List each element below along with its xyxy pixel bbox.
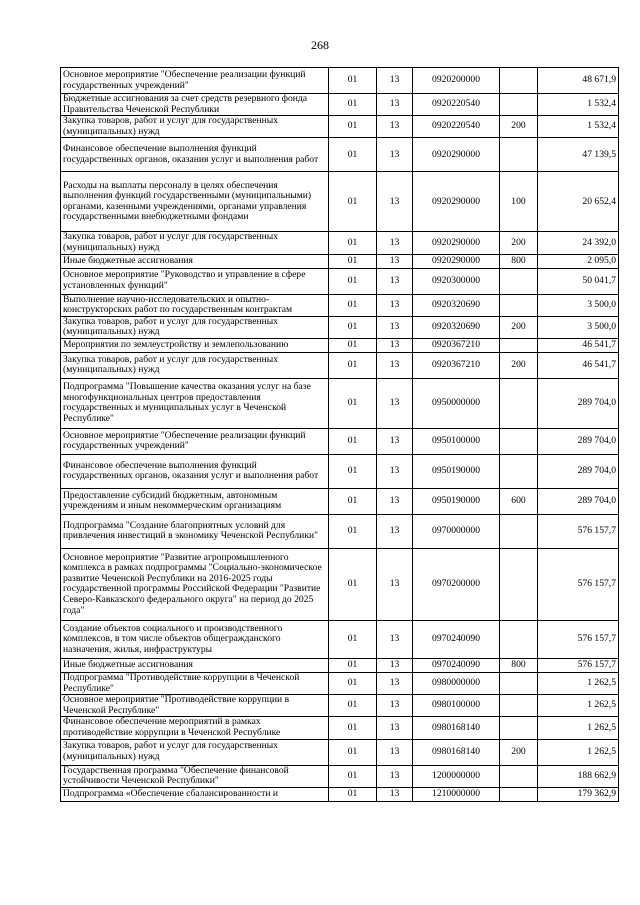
expense-type-cell (500, 428, 538, 454)
target-article-cell: 0920367210 (413, 352, 500, 378)
table-row (61, 765, 619, 787)
expense-type-cell (500, 378, 538, 428)
amount-cell: 289 704,0 (538, 488, 619, 514)
table-row (61, 138, 619, 172)
expense-type-cell (500, 765, 538, 787)
table-row (61, 172, 619, 232)
table-row (61, 232, 619, 254)
expense-type-cell: 600 (500, 488, 538, 514)
section-code-cell: 13 (377, 378, 413, 428)
expense-name-cell: Мероприятия по землеустройству и землепользованию (61, 338, 329, 352)
target-article-cell: 0920290000 (413, 138, 500, 172)
expense-name-cell: Подпрограмма «Обеспечение сбалансированности и (61, 787, 329, 801)
amount-cell: 1 262,5 (538, 739, 619, 765)
ministry-code-cell: 01 (329, 548, 377, 620)
target-article-cell: 0980000000 (413, 672, 500, 694)
ministry-code-cell: 01 (329, 454, 377, 488)
target-article-cell: 0970240090 (413, 658, 500, 672)
target-article-cell: 0920220540 (413, 94, 500, 116)
expense-type-cell (500, 787, 538, 801)
target-article-cell: 0920200000 (413, 68, 500, 94)
ministry-code-cell: 01 (329, 695, 377, 717)
target-article-cell: 0950190000 (413, 454, 500, 488)
target-article-cell: 0980168140 (413, 739, 500, 765)
expense-type-cell (500, 548, 538, 620)
amount-cell: 3 500,0 (538, 316, 619, 338)
expense-name-cell: Подпрограмма "Создание благоприятных условий для привлечения инвестиций в экономику Чеченской Республики" (61, 514, 329, 548)
expense-name-cell: Основное мероприятие "Развитие агропромышленного комплекса в рамках подпрограммы "Социально-экономическое развитие Чеченской Республики на 2016-2025 годы государственной программы Российской Федерации "Развитие Северо-Кавказского федерального округа" на период до 2025 года" (61, 548, 329, 620)
target-article-cell: 0950100000 (413, 428, 500, 454)
section-code-cell: 13 (377, 138, 413, 172)
expense-type-cell (500, 514, 538, 548)
section-code-cell: 13 (377, 294, 413, 316)
amount-cell: 1 532,4 (538, 116, 619, 138)
section-code-cell: 13 (377, 428, 413, 454)
section-code-cell: 13 (377, 338, 413, 352)
target-article-cell: 1200000000 (413, 765, 500, 787)
expense-type-cell: 200 (500, 116, 538, 138)
table-row (61, 514, 619, 548)
section-code-cell: 13 (377, 316, 413, 338)
section-code-cell: 13 (377, 94, 413, 116)
ministry-code-cell: 01 (329, 765, 377, 787)
amount-cell: 289 704,0 (538, 454, 619, 488)
amount-cell: 1 262,5 (538, 695, 619, 717)
section-code-cell: 13 (377, 454, 413, 488)
expense-name-cell: Основное мероприятие "Обеспечение реализации функций государственных учреждений" (61, 428, 329, 454)
expense-name-cell: Закупка товаров, работ и услуг для государственных (муниципальных) нужд (61, 232, 329, 254)
expense-type-cell (500, 68, 538, 94)
target-article-cell: 0970200000 (413, 548, 500, 620)
amount-cell: 576 157,7 (538, 548, 619, 620)
ministry-code-cell: 01 (329, 294, 377, 316)
ministry-code-cell: 01 (329, 658, 377, 672)
expense-name-cell: Основное мероприятие "Противодействие коррупции в Чеченской Республике" (61, 695, 329, 717)
table-row (61, 316, 619, 338)
expense-name-cell: Государственная программа "Обеспечение финансовой устойчивости Чеченской Республики" (61, 765, 329, 787)
expense-name-cell: Подпрограмма "Противодействие коррупции в Чеченской Республике" (61, 672, 329, 694)
expense-type-cell: 100 (500, 172, 538, 232)
expense-type-cell (500, 717, 538, 739)
section-code-cell: 13 (377, 717, 413, 739)
amount-cell: 47 139,5 (538, 138, 619, 172)
target-article-cell: 0920290000 (413, 254, 500, 268)
ministry-code-cell: 01 (329, 138, 377, 172)
ministry-code-cell: 01 (329, 787, 377, 801)
expense-name-cell: Выполнение научно-исследовательских и опытно-конструкторских работ по государственным контрактам (61, 294, 329, 316)
section-code-cell: 13 (377, 765, 413, 787)
table-row (61, 378, 619, 428)
amount-cell: 24 392,0 (538, 232, 619, 254)
ministry-code-cell: 01 (329, 739, 377, 765)
expense-name-cell: Финансовое обеспечение выполнения функций государственных органов, оказания услуг и выполнения работ (61, 454, 329, 488)
section-code-cell: 13 (377, 695, 413, 717)
table-row (61, 787, 619, 801)
expense-name-cell: Предоставление субсидий бюджетным, автономным учреждениям и иным некоммерческим организациям (61, 488, 329, 514)
ministry-code-cell: 01 (329, 338, 377, 352)
expense-type-cell (500, 454, 538, 488)
ministry-code-cell: 01 (329, 428, 377, 454)
expense-name-cell: Закупка товаров, работ и услуг для государственных (муниципальных) нужд (61, 116, 329, 138)
section-code-cell: 13 (377, 787, 413, 801)
target-article-cell: 0950190000 (413, 488, 500, 514)
table-row (61, 695, 619, 717)
table-row (61, 268, 619, 294)
expense-type-cell (500, 138, 538, 172)
expense-type-cell (500, 94, 538, 116)
amount-cell: 3 500,0 (538, 294, 619, 316)
expense-type-cell (500, 695, 538, 717)
ministry-code-cell: 01 (329, 488, 377, 514)
amount-cell: 576 157,7 (538, 514, 619, 548)
target-article-cell: 1210000000 (413, 787, 500, 801)
table-row (61, 488, 619, 514)
budget-table (60, 67, 619, 802)
ministry-code-cell: 01 (329, 268, 377, 294)
expense-type-cell: 200 (500, 232, 538, 254)
table-row (61, 338, 619, 352)
amount-cell: 289 704,0 (538, 428, 619, 454)
amount-cell: 188 662,9 (538, 765, 619, 787)
target-article-cell: 0980100000 (413, 695, 500, 717)
expense-name-cell: Финансовое обеспечение выполнения функций государственных органов, оказания услуг и выполнения работ (61, 138, 329, 172)
section-code-cell: 13 (377, 658, 413, 672)
amount-cell: 2 095,0 (538, 254, 619, 268)
section-code-cell: 13 (377, 268, 413, 294)
budget-table-body (61, 68, 619, 802)
section-code-cell: 13 (377, 739, 413, 765)
ministry-code-cell: 01 (329, 116, 377, 138)
table-row (61, 428, 619, 454)
ministry-code-cell: 01 (329, 68, 377, 94)
ministry-code-cell: 01 (329, 254, 377, 268)
amount-cell: 20 652,4 (538, 172, 619, 232)
table-row (61, 548, 619, 620)
section-code-cell: 13 (377, 488, 413, 514)
table-row (61, 352, 619, 378)
page-number: 268 (311, 38, 329, 52)
amount-cell: 46 541,7 (538, 338, 619, 352)
table-row (61, 294, 619, 316)
target-article-cell: 0920290000 (413, 232, 500, 254)
ministry-code-cell: 01 (329, 172, 377, 232)
expense-type-cell: 800 (500, 658, 538, 672)
expense-type-cell (500, 672, 538, 694)
expense-type-cell (500, 620, 538, 658)
ministry-code-cell: 01 (329, 672, 377, 694)
ministry-code-cell: 01 (329, 94, 377, 116)
expense-type-cell: 800 (500, 254, 538, 268)
table-row (61, 717, 619, 739)
table-row (61, 94, 619, 116)
table-row (61, 454, 619, 488)
section-code-cell: 13 (377, 352, 413, 378)
table-row (61, 672, 619, 694)
table-row (61, 739, 619, 765)
section-code-cell: 13 (377, 172, 413, 232)
ministry-code-cell: 01 (329, 378, 377, 428)
expense-type-cell (500, 338, 538, 352)
amount-cell: 1 532,4 (538, 94, 619, 116)
target-article-cell: 0920320690 (413, 316, 500, 338)
ministry-code-cell: 01 (329, 514, 377, 548)
target-article-cell: 0920367210 (413, 338, 500, 352)
target-article-cell: 0920320690 (413, 294, 500, 316)
expense-type-cell: 200 (500, 352, 538, 378)
section-code-cell: 13 (377, 620, 413, 658)
expense-name-cell: Бюджетные ассигнования за счет средств резервного фонда Правительства Чеченской Республики (61, 94, 329, 116)
table-row (61, 658, 619, 672)
expense-type-cell: 200 (500, 316, 538, 338)
amount-cell: 1 262,5 (538, 672, 619, 694)
section-code-cell: 13 (377, 514, 413, 548)
table-row (61, 620, 619, 658)
amount-cell: 48 671,9 (538, 68, 619, 94)
expense-name-cell: Основное мероприятие "Обеспечение реализации функций государственных учреждений" (61, 68, 329, 94)
expense-type-cell (500, 268, 538, 294)
section-code-cell: 13 (377, 232, 413, 254)
target-article-cell: 0920220540 (413, 116, 500, 138)
expense-name-cell: Создание объектов социального и производственного комплексов, в том числе объектов общегражданского назначения, жилья, инфраструктуры (61, 620, 329, 658)
amount-cell: 179 362,9 (538, 787, 619, 801)
target-article-cell: 0980168140 (413, 717, 500, 739)
section-code-cell: 13 (377, 548, 413, 620)
expense-name-cell: Подпрограмма "Повышение качества оказания услуг на базе многофункциональных центров предоставления государственных и муниципальных услуг в Чеченской Республике" (61, 378, 329, 428)
ministry-code-cell: 01 (329, 620, 377, 658)
ministry-code-cell: 01 (329, 232, 377, 254)
expense-type-cell: 200 (500, 739, 538, 765)
ministry-code-cell: 01 (329, 316, 377, 338)
target-article-cell: 0950000000 (413, 378, 500, 428)
section-code-cell: 13 (377, 672, 413, 694)
expense-name-cell: Закупка товаров, работ и услуг для государственных (муниципальных) нужд (61, 739, 329, 765)
ministry-code-cell: 01 (329, 717, 377, 739)
amount-cell: 46 541,7 (538, 352, 619, 378)
expense-name-cell: Финансовое обеспечение мероприятий в рамках противодействие коррупции в Чеченской Республике (61, 717, 329, 739)
amount-cell: 50 041,7 (538, 268, 619, 294)
section-code-cell: 13 (377, 254, 413, 268)
expense-type-cell (500, 294, 538, 316)
table-row (61, 116, 619, 138)
amount-cell: 576 157,7 (538, 658, 619, 672)
expense-name-cell: Иные бюджетные ассигнования (61, 658, 329, 672)
expense-name-cell: Закупка товаров, работ и услуг для государственных (муниципальных) нужд (61, 316, 329, 338)
expense-name-cell: Иные бюджетные ассигнования (61, 254, 329, 268)
amount-cell: 1 262,5 (538, 717, 619, 739)
target-article-cell: 0970000000 (413, 514, 500, 548)
target-article-cell: 0970240090 (413, 620, 500, 658)
expense-name-cell: Расходы на выплаты персоналу в целях обеспечения выполнения функций государственными (муниципальными) органами, казенными учреждениями, органами управления государственными внебюджетными фондами (61, 172, 329, 232)
table-row (61, 68, 619, 94)
expense-name-cell: Основное мероприятие "Руководство и управление в сфере установленных функций" (61, 268, 329, 294)
target-article-cell: 0920290000 (413, 172, 500, 232)
target-article-cell: 0920300000 (413, 268, 500, 294)
expense-name-cell: Закупка товаров, работ и услуг для государственных (муниципальных) нужд (61, 352, 329, 378)
amount-cell: 289 704,0 (538, 378, 619, 428)
section-code-cell: 13 (377, 116, 413, 138)
ministry-code-cell: 01 (329, 352, 377, 378)
amount-cell: 576 157,7 (538, 620, 619, 658)
section-code-cell: 13 (377, 68, 413, 94)
table-row (61, 254, 619, 268)
